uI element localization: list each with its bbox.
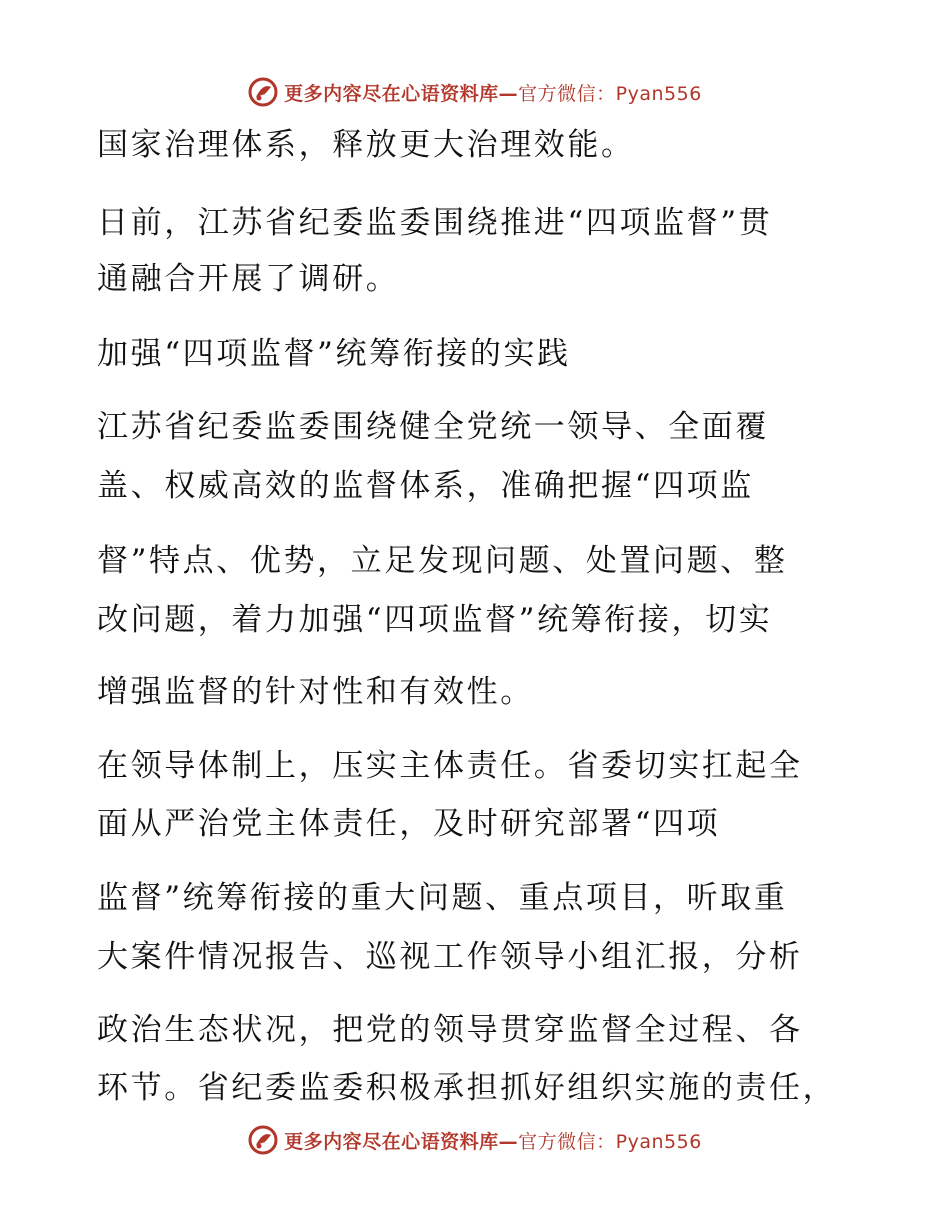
header-banner [0, 72, 950, 112]
text-line: 盖、权威高效的监督体系，准确把握“四项监 [97, 468, 754, 504]
text-line: 增强监督的针对性和有效性。 [97, 674, 534, 710]
footer-banner-text: 更多内容尽在心语资料库—官方微信：Pyan556 [284, 1130, 702, 1153]
text-line: 江苏省纪委监委围绕健全党统一领导、全面覆 [97, 409, 769, 445]
text-line: 通融合开展了调研。 [97, 261, 400, 297]
text-line: 监督”统筹衔接的重大问题、重点项目，听取重 [97, 880, 788, 916]
text-line: 督”特点、优势，立足发现问题、处置问题、整 [97, 543, 788, 579]
text-line: 大案件情况报告、巡视工作领导小组汇报，分析 [97, 939, 803, 975]
logo-icon [248, 1125, 278, 1155]
text-line: 改问题，着力加强“四项监督”统筹衔接，切实 [97, 602, 773, 638]
text-line: 环节。省纪委监委积极承担抓好组织实施的责任， [97, 1070, 837, 1106]
text-line: 加强“四项监督”统筹衔接的实践 [97, 336, 571, 372]
text-line: 政治生态状况，把党的领导贯穿监督全过程、各 [97, 1012, 803, 1048]
text-line: 在领导体制上，压实主体责任。省委切实扛起全 [97, 748, 803, 784]
text-line: 日前，江苏省纪委监委围绕推进“四项监督”贯 [97, 205, 773, 241]
text-line: 面从严治党主体责任，及时研究部署“四项 [97, 806, 721, 842]
logo-icon [248, 77, 278, 107]
text-line: 国家治理体系，释放更大治理效能。 [97, 127, 635, 163]
footer-banner [0, 1120, 950, 1160]
header-banner-text: 更多内容尽在心语资料库—官方微信：Pyan556 [284, 82, 702, 105]
